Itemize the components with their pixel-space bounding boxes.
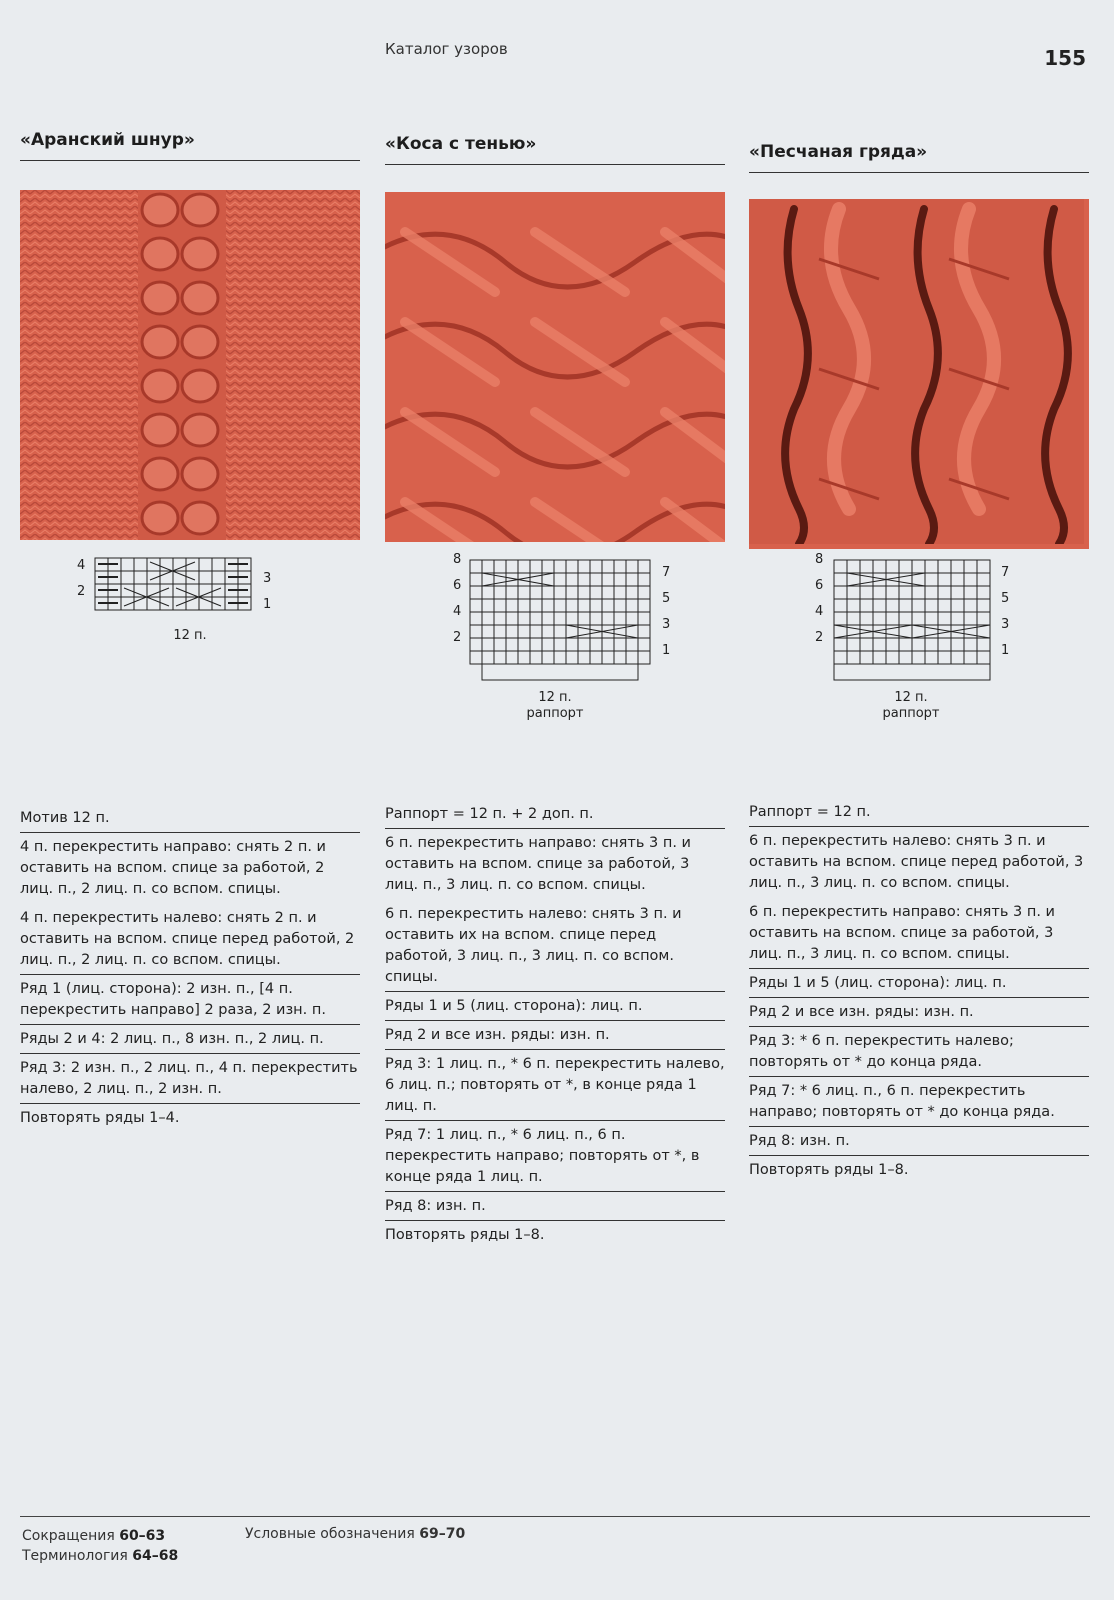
chart-row-number: 3 [662, 617, 671, 632]
instruction-row: 4 п. перекрестить направо: снять 2 п. и оставить на вспом. спице за работой, 2 лиц. п., 2 лиц. п. со вспом. спицы. [20, 839, 326, 897]
chart-row-number: 5 [662, 591, 671, 606]
chart-repeat-label: раппорт [526, 706, 584, 721]
pattern-title: «Коса с тенью» [385, 134, 725, 165]
footer-symbols-pages: 69–70 [419, 1526, 466, 1542]
chart-row-number: 7 [1001, 565, 1010, 580]
chart-row-number: 6 [815, 578, 824, 593]
instruction-row: Ряды 1 и 5 (лиц. сторона): лиц. п. [385, 992, 725, 1021]
instruction-row: 6 п. перекрестить налево: снять 3 п. и оставить их на вспом. спице перед работой, 3 лиц. п., 3 лиц. п. со вспом. спицы. [385, 900, 725, 992]
footer-abbreviations-label: Сокращения [22, 1528, 115, 1544]
footer-symbols-link[interactable] [245, 1526, 465, 1542]
footer-terminology-label: Терминология [22, 1548, 128, 1564]
pattern-instructions [20, 804, 360, 1132]
instruction-row: Ряд 7: * 6 лиц. п., 6 п. перекрестить направо; повторять от * до конца ряда. [749, 1077, 1089, 1127]
instruction-row: 6 п. перекрестить направо: снять 3 п. и оставить на вспом. спице за работой, 3 лиц. п., 3 лиц. п. со вспом. спицы. [385, 835, 691, 893]
pattern-instructions [749, 798, 1089, 1184]
instruction-row: Раппорт = 12 п. [749, 798, 1089, 827]
instruction-row: Ряд 7: 1 лиц. п., * 6 лиц. п., 6 п. перекрестить направо; повторять от *, в конце ряда 1 лиц. п. [385, 1121, 725, 1192]
chart-row-number: 4 [453, 604, 462, 619]
knitted-swatch-photo [385, 192, 725, 542]
footer-symbols-label: Условные обозначения [245, 1526, 415, 1542]
instruction-row: Повторять ряды 1–4. [20, 1110, 180, 1126]
pattern-title: «Песчаная гряда» [749, 142, 1089, 173]
chart-row-number: 4 [77, 558, 86, 573]
instruction-row: 6 п. перекрестить налево: снять 3 п. и оставить на вспом. спице перед работой, 3 лиц. п., 3 лиц. п. со вспом. спицы. [749, 833, 1084, 891]
page-number: 155 [1044, 46, 1086, 70]
footer-references-left [22, 1526, 178, 1566]
instruction-row: 6 п. перекрестить направо: снять 3 п. и оставить на вспом. спице за работой, 3 лиц. п., 3 лиц. п. со вспом. спицы. [749, 898, 1089, 969]
chart-row-number: 3 [263, 571, 272, 586]
running-head: Каталог узоров [385, 40, 508, 58]
chart-row-number: 1 [662, 643, 671, 658]
instruction-row: Ряд 1 (лиц. сторона): 2 изн. п., [4 п. перекрестить направо] 2 раза, 2 изн. п. [20, 975, 360, 1025]
instruction-row: Ряд 2 и все изн. ряды: изн. п. [385, 1021, 725, 1050]
instruction-row: Повторять ряды 1–8. [385, 1227, 545, 1243]
chart-row-number: 2 [815, 630, 824, 645]
instruction-row: Ряды 2 и 4: 2 лиц. п., 8 изн. п., 2 лиц. п. [20, 1025, 360, 1054]
instruction-row: Мотив 12 п. [20, 804, 360, 833]
swatch-texture [20, 190, 360, 540]
chart-row-number: 2 [453, 630, 462, 645]
chart-stitch-count: 12 п. [538, 690, 572, 705]
chart-row-number: 8 [453, 552, 462, 567]
chart-stitch-count: 12 п. [894, 690, 928, 705]
chart-row-number: 1 [1001, 643, 1010, 658]
instruction-row: Ряд 3: 1 лиц. п., * 6 п. перекрестить налево, 6 лиц. п.; повторять от *, в конце ряда 1 лиц. п. [385, 1050, 725, 1121]
instruction-row: 4 п. перекрестить налево: снять 2 п. и оставить на вспом. спице перед работой, 2 лиц. п., 2 лиц. п. со вспом. спицы. [20, 904, 360, 975]
chart-row-number: 8 [815, 552, 824, 567]
knitted-swatch-photo [20, 190, 360, 540]
knitting-chart [20, 552, 360, 742]
instruction-row: Ряд 8: изн. п. [749, 1127, 1089, 1156]
footer-abbreviations-pages: 60–63 [119, 1528, 166, 1544]
instruction-row: Повторять ряды 1–8. [749, 1162, 909, 1178]
chart-row-number: 4 [815, 604, 824, 619]
instruction-row: Ряд 8: изн. п. [385, 1192, 725, 1221]
footer-abbreviations-link[interactable] [22, 1526, 178, 1546]
instruction-row: Ряд 3: * 6 п. перекрестить налево; повторять от * до конца ряда. [749, 1027, 1089, 1077]
swatch-texture [385, 192, 725, 542]
footer-terminology-pages: 64–68 [132, 1548, 179, 1564]
instruction-row: Ряды 1 и 5 (лиц. сторона): лиц. п. [749, 969, 1089, 998]
knitting-chart [749, 552, 1089, 742]
instruction-row: Ряд 3: 2 изн. п., 2 лиц. п., 4 п. перекрестить налево, 2 лиц. п., 2 изн. п. [20, 1054, 360, 1104]
pattern-instructions [385, 800, 725, 1249]
footer-terminology-link[interactable] [22, 1546, 178, 1566]
chart-stitch-count: 12 п. [173, 628, 207, 643]
chart-row-number: 3 [1001, 617, 1010, 632]
chart-row-number: 7 [662, 565, 671, 580]
instruction-row: Ряд 2 и все изн. ряды: изн. п. [749, 998, 1089, 1027]
knitting-chart [385, 552, 725, 742]
chart-repeat-label: раппорт [882, 706, 940, 721]
chart-row-number: 1 [263, 597, 272, 612]
footer-divider [20, 1516, 1090, 1517]
pattern-title: «Аранский шнур» [20, 130, 360, 161]
swatch-texture [749, 199, 1084, 544]
chart-row-number: 5 [1001, 591, 1010, 606]
chart-row-number: 2 [77, 584, 86, 599]
instruction-row: Раппорт = 12 п. + 2 доп. п. [385, 800, 725, 829]
knitted-swatch-photo [749, 199, 1089, 549]
chart-row-number: 6 [453, 578, 462, 593]
